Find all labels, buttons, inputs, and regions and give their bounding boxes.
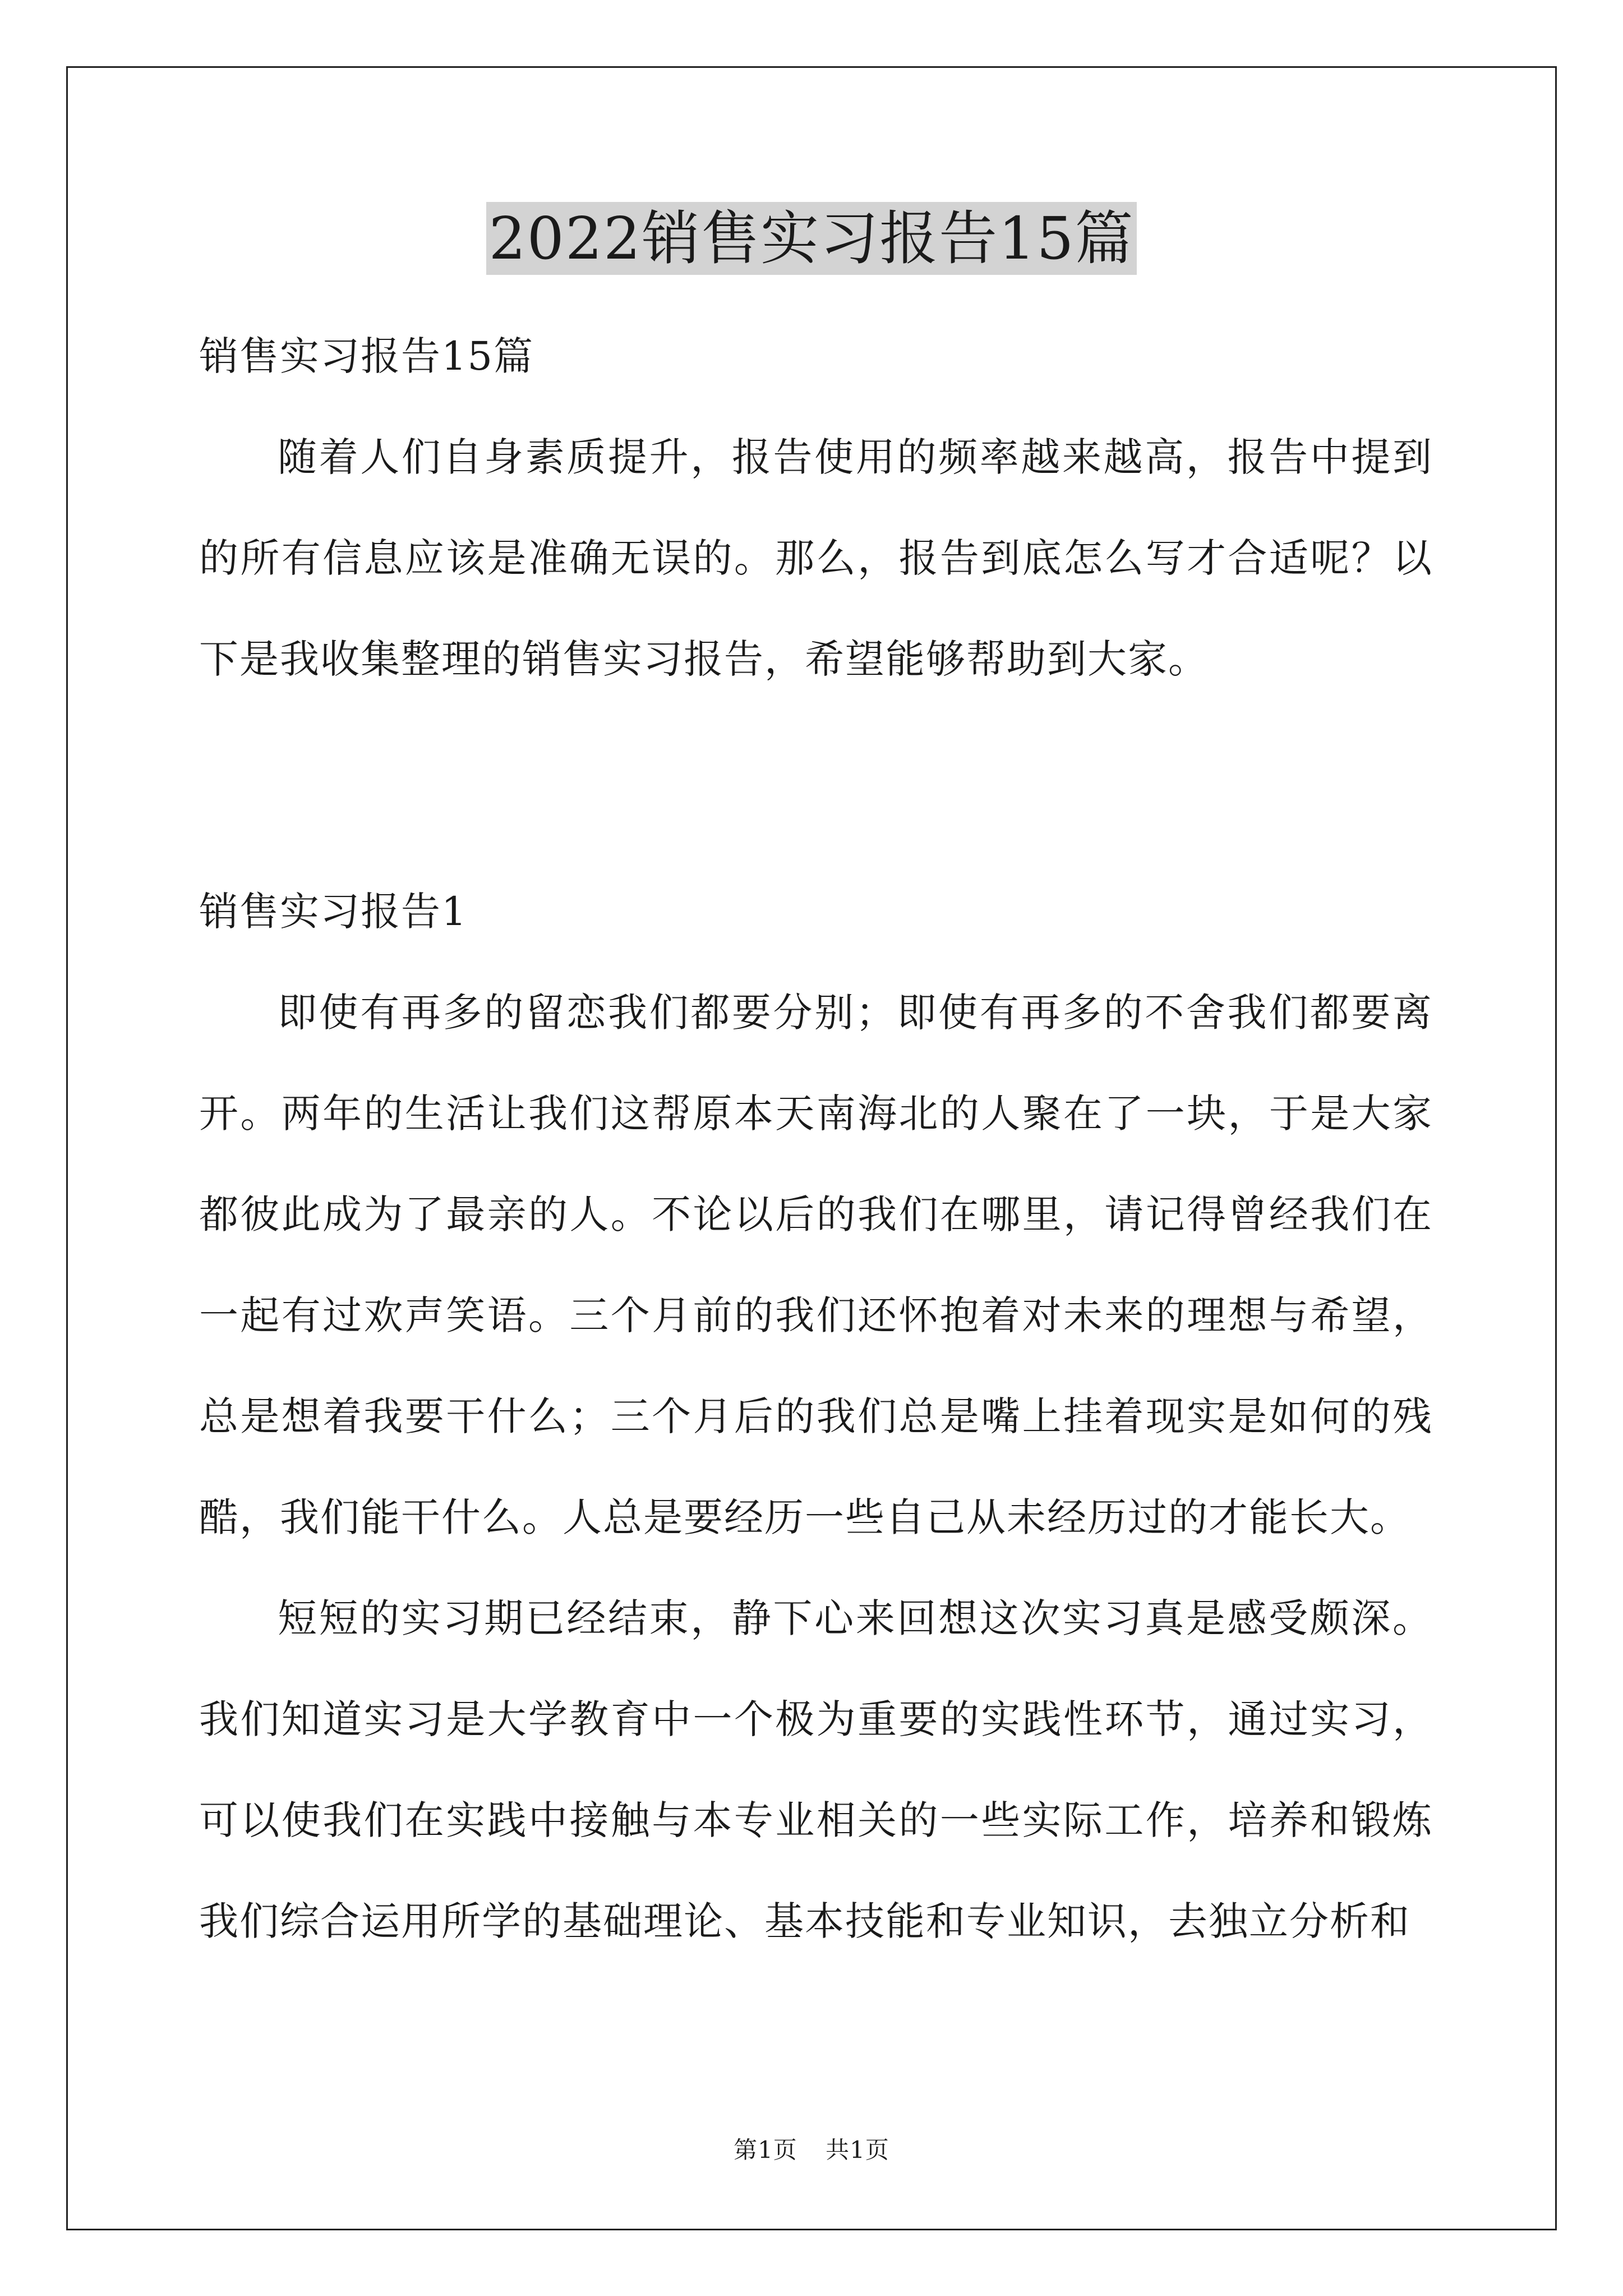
page-count: 共1页 bbox=[826, 2136, 889, 2164]
body-paragraph-2: 短短的实习期已经结束，静下心来回想这次实习真是感受颇深。我们知道实习是大学教育中一个极为重要的实践性环节，通过实习，可以使我们在实践中接触与本专业相关的一些实际工作，培养和锻炼我们综合运用所学的基础理论、基本技能和专业知识，去独立分析和 bbox=[199, 1595, 1433, 1944]
section-heading: 销售实习报告1 bbox=[199, 889, 468, 935]
intro-paragraph: 随着人们自身素质提升，报告使用的频率越来越高，报告中提到的所有信息应该是准确无误的。那么，报告到底怎么写才合适呢？以下是我收集整理的销售实习报告，希望能够帮助到大家。 bbox=[199, 434, 1433, 682]
body-block bbox=[199, 962, 1433, 1972]
title-container bbox=[0, 202, 1623, 275]
subtitle-block bbox=[199, 306, 1433, 407]
page-number: 第1页 bbox=[734, 2136, 797, 2164]
body-paragraph-1: 即使有再多的留恋我们都要分别；即使有再多的不舍我们都要离开。两年的生活让我们这帮原本天南海北的人聚在了一块，于是大家都彼此成为了最亲的人。不论以后的我们在哪里，请记得曾经我们在一起有过欢声笑语。三个月前的我们还怀抱着对未来的理想与希望，总是想着我要干什么；三个月后的我们总是嘴上挂着现实是如何的残酷，我们能干什么。人总是要经历一些自己从未经历过的才能长大。 bbox=[199, 990, 1433, 1540]
document-subtitle: 销售实习报告15篇 bbox=[199, 333, 534, 379]
page-footer bbox=[0, 2132, 1623, 2165]
section-heading-block bbox=[199, 861, 1433, 962]
intro-block bbox=[199, 407, 1433, 710]
document-title: 2022销售实习报告15篇 bbox=[486, 202, 1136, 275]
